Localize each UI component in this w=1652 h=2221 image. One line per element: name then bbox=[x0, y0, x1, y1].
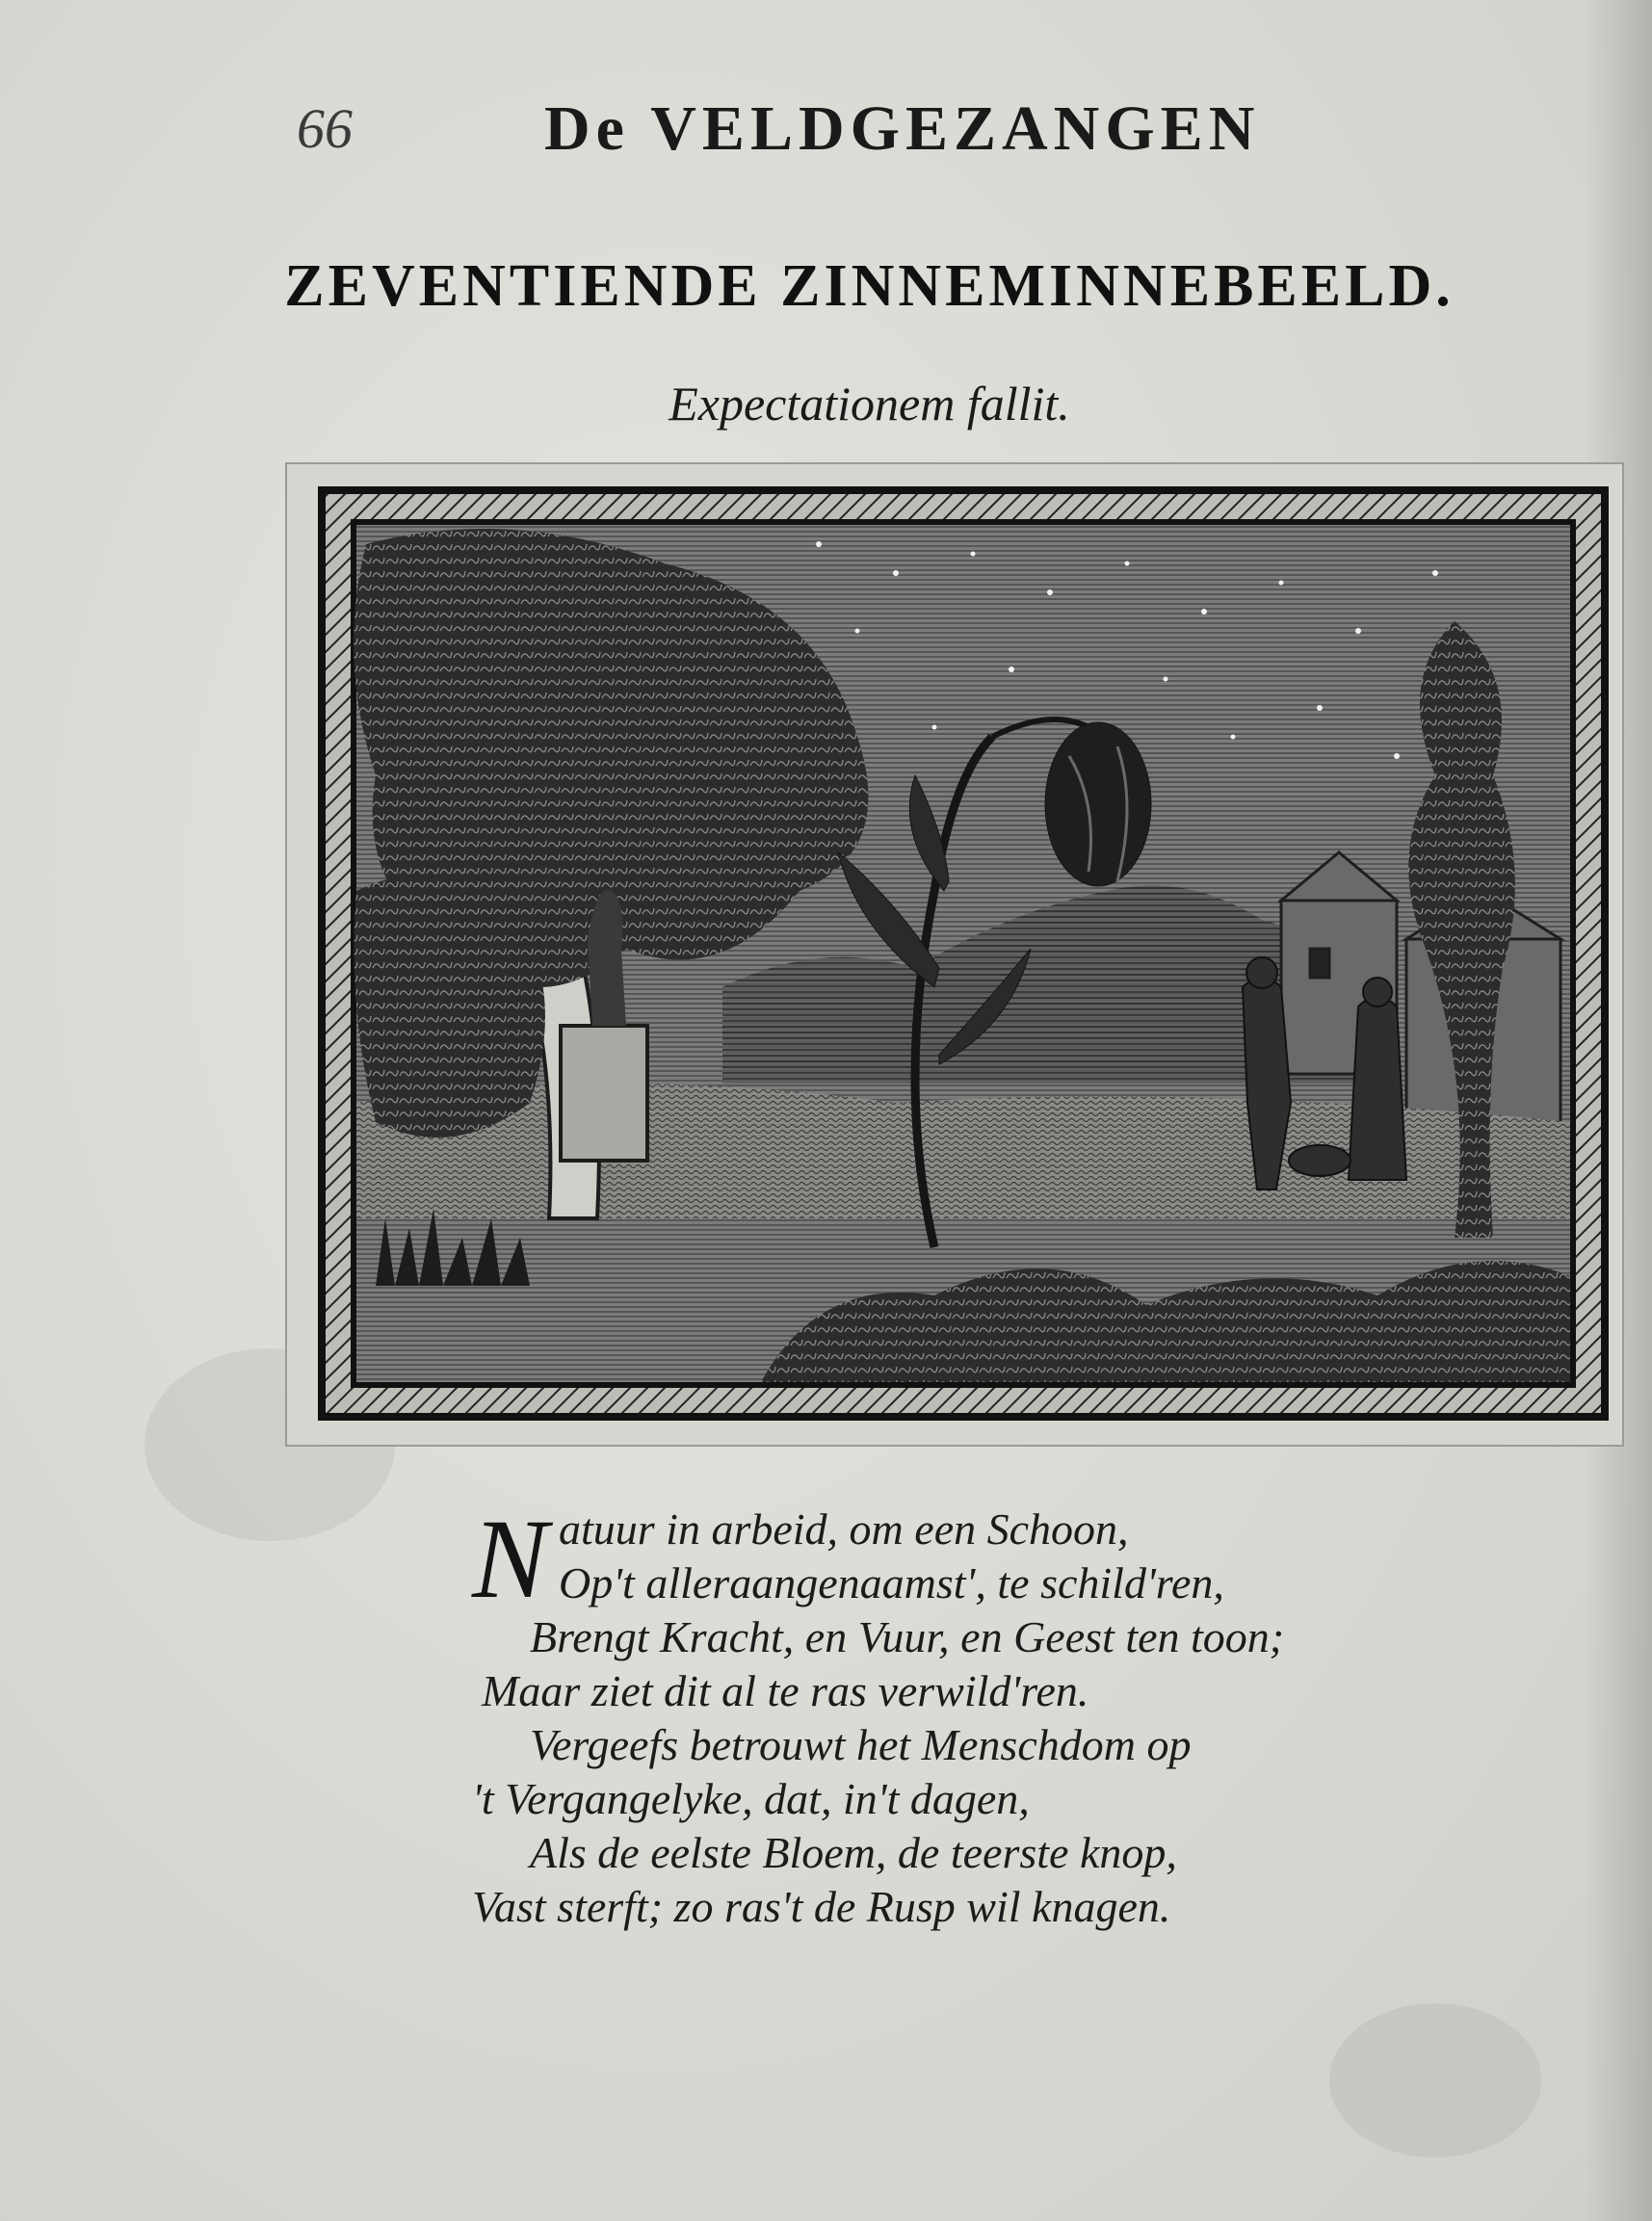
pedestal bbox=[561, 1026, 647, 1161]
poem-line: Als de eelste Bloem, de teerste knop, bbox=[530, 1828, 1177, 1877]
drop-cap: N bbox=[472, 1496, 548, 1622]
engraving-illustration bbox=[318, 486, 1609, 1421]
poem bbox=[472, 1496, 1580, 1934]
poem-line: 't Vergangelyke, dat, in't dagen, bbox=[472, 1774, 1030, 1823]
poem-line: Vergeefs betrouwt het Menschdom op bbox=[530, 1720, 1192, 1769]
poem-line: Op't alleraangenaamst', te schild'ren, bbox=[559, 1558, 1224, 1607]
poem-line: atuur in arbeid, om een Schoon, bbox=[559, 1504, 1129, 1554]
page-number: 66 bbox=[297, 97, 353, 160]
poem-line: Maar ziet dit al te ras verwild'ren. bbox=[482, 1666, 1089, 1715]
running-title: De VELDGEZANGEN bbox=[544, 93, 1261, 164]
chapter-title: ZEVENTIENDE ZINNEMINNEBEELD. bbox=[284, 253, 1455, 319]
poem-line: Vast sterft; zo ras't de Rusp wil knagen. bbox=[472, 1882, 1171, 1931]
poem-line: Brengt Kracht, en Vuur, en Geest ten toon; bbox=[530, 1612, 1285, 1661]
dog bbox=[1289, 1145, 1350, 1176]
hanging-fruit bbox=[1045, 722, 1151, 886]
paper-stain bbox=[1329, 2003, 1541, 2157]
motto: Expectationem fallit. bbox=[669, 377, 1070, 431]
